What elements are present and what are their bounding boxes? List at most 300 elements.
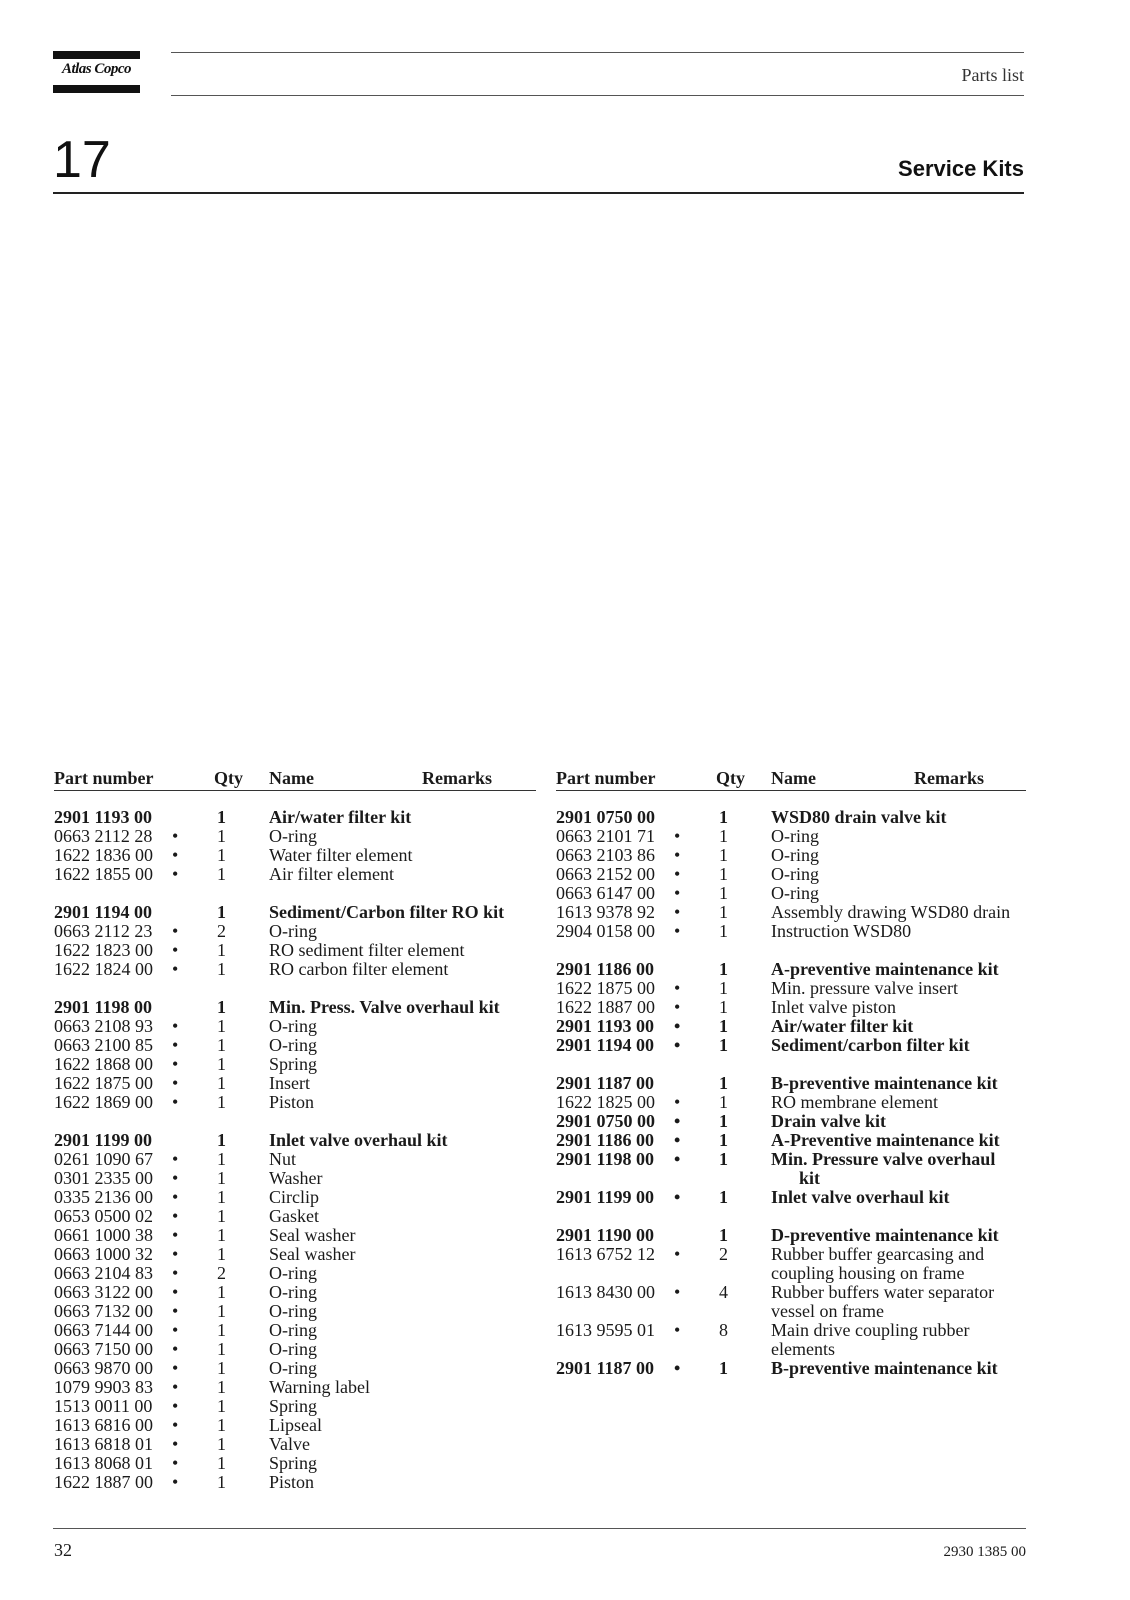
table-row [556, 865, 1038, 884]
name-cell: O-ring [771, 883, 819, 903]
part-number-cell: 1513 0011 00 [54, 1396, 153, 1416]
qty-cell: 1 [719, 902, 728, 922]
name-cell: Circlip [269, 1187, 319, 1207]
kit-member-bullet: • [172, 1358, 179, 1378]
name-cell: O-ring [269, 826, 317, 846]
name-cell: Lipseal [269, 1415, 322, 1435]
table-row [54, 1150, 536, 1169]
part-number-cell: 1613 8430 00 [556, 1282, 655, 1302]
table-row [556, 884, 1038, 903]
logo-text: Atlas Copco [61, 61, 132, 77]
table-row [54, 1397, 536, 1416]
name-cell: WSD80 drain valve kit [771, 807, 947, 827]
name-cell: Washer [269, 1168, 323, 1188]
part-number-cell: 0653 0500 02 [54, 1206, 153, 1226]
header-name: Name [269, 768, 314, 788]
name-cell: O-ring [269, 1035, 317, 1055]
table-row [54, 998, 536, 1017]
table-row [54, 808, 536, 827]
name-cell: RO sediment filter element [269, 940, 465, 960]
qty-cell: 1 [217, 1320, 226, 1340]
parts-table-right [556, 768, 1038, 1378]
qty-cell: 1 [217, 1244, 226, 1264]
kit-member-bullet: • [172, 959, 179, 979]
kit-member-bullet: • [172, 864, 179, 884]
section-title: Service Kits [898, 156, 1024, 181]
part-number-cell: 0663 2101 71 [556, 826, 655, 846]
table-row [54, 1226, 536, 1245]
kit-member-bullet: • [172, 1263, 179, 1283]
table-row [54, 1321, 536, 1340]
qty-cell: 1 [719, 1035, 728, 1055]
name-cell: Valve [269, 1434, 310, 1454]
table-row [556, 1150, 1038, 1169]
table-row [54, 1283, 536, 1302]
kit-member-bullet: • [172, 1434, 179, 1454]
kit-member-bullet: • [172, 1225, 179, 1245]
name-cell: elements [771, 1339, 835, 1359]
name-cell: Spring [269, 1396, 318, 1416]
part-number-cell: 0663 1000 32 [54, 1244, 153, 1264]
name-cell: Inlet valve overhaul kit [269, 1130, 448, 1150]
name-cell: Warning label [269, 1377, 371, 1397]
header-name: Name [771, 768, 816, 788]
table-row [556, 903, 1038, 922]
part-number-cell: 2901 1199 00 [54, 1130, 153, 1150]
part-number-cell: 1622 1825 00 [556, 1092, 655, 1112]
table-row [556, 1340, 1038, 1359]
name-cell: O-ring [771, 845, 819, 865]
qty-cell: 1 [719, 845, 728, 865]
qty-cell: 1 [719, 978, 728, 998]
qty-cell: 1 [217, 997, 226, 1017]
name-cell: Min. pressure valve insert [771, 978, 958, 998]
row-spacer [556, 1207, 1038, 1226]
table-row [556, 1226, 1038, 1245]
header-rule-right [556, 790, 1026, 791]
table-row [556, 827, 1038, 846]
qty-cell: 1 [217, 845, 226, 865]
name-cell: Nut [269, 1149, 296, 1169]
table-row [54, 1340, 536, 1359]
document-number: 2930 1385 00 [943, 1544, 1026, 1560]
table-row [556, 922, 1038, 941]
qty-cell: 1 [719, 1092, 728, 1112]
name-cell: O-ring [269, 1263, 317, 1283]
table-row [54, 903, 536, 922]
kit-member-bullet: • [674, 997, 681, 1017]
table-row [54, 827, 536, 846]
page-number: 32 [54, 1540, 72, 1560]
name-cell: RO membrane element [771, 1092, 938, 1112]
qty-cell: 1 [719, 1225, 728, 1245]
name-cell: vessel on frame [771, 1301, 884, 1321]
name-cell: O-ring [269, 1301, 317, 1321]
part-number-cell: 0301 2335 00 [54, 1168, 153, 1188]
kit-member-bullet: • [674, 1244, 681, 1264]
kit-member-bullet: • [674, 845, 681, 865]
kit-member-bullet: • [674, 1149, 681, 1169]
table-row [54, 1378, 536, 1397]
table-row [54, 1093, 536, 1112]
table-row [556, 1074, 1038, 1093]
table-row [54, 1131, 536, 1150]
part-number-cell: 2901 0750 00 [556, 1111, 655, 1131]
kit-member-bullet: • [674, 978, 681, 998]
table-row [54, 1055, 536, 1074]
part-number-cell: 2901 1187 00 [556, 1358, 655, 1378]
qty-cell: 1 [217, 1187, 226, 1207]
name-cell: Inlet valve piston [771, 997, 896, 1017]
table-row [54, 1454, 536, 1473]
row-spacer [556, 941, 1038, 960]
qty-cell: 1 [719, 1358, 728, 1378]
kit-member-bullet: • [674, 1187, 681, 1207]
header-rule-bottom [171, 95, 1024, 96]
name-cell: Air filter element [269, 864, 394, 884]
qty-cell: 1 [217, 1168, 226, 1188]
table-row [54, 846, 536, 865]
part-number-cell: 1622 1836 00 [54, 845, 153, 865]
name-cell: Air/water filter kit [269, 807, 412, 827]
name-cell: Sediment/carbon filter kit [771, 1035, 970, 1055]
name-cell: O-ring [269, 1016, 317, 1036]
kit-member-bullet: • [172, 1092, 179, 1112]
header-remarks: Remarks [914, 768, 984, 788]
footer-rule [53, 1528, 1026, 1529]
part-number-cell: 2901 1193 00 [556, 1016, 655, 1036]
part-number-cell: 0663 7144 00 [54, 1320, 153, 1340]
qty-cell: 1 [719, 1073, 728, 1093]
name-cell: O-ring [269, 1320, 317, 1340]
qty-cell: 1 [217, 1377, 226, 1397]
qty-cell: 8 [719, 1320, 728, 1340]
logo-bar-top [53, 51, 140, 59]
part-number-cell: 1622 1887 00 [556, 997, 655, 1017]
table-row [556, 846, 1038, 865]
part-number-cell: 1622 1855 00 [54, 864, 153, 884]
part-number-cell: 1079 9903 83 [54, 1377, 153, 1397]
part-number-cell: 1613 9378 92 [556, 902, 655, 922]
name-cell: Min. Press. Valve overhaul kit [269, 997, 500, 1017]
table-row [54, 1264, 536, 1283]
qty-cell: 1 [719, 959, 728, 979]
kit-member-bullet: • [172, 826, 179, 846]
kit-member-bullet: • [172, 1396, 179, 1416]
kit-member-bullet: • [172, 1282, 179, 1302]
row-spacer [54, 884, 536, 903]
name-cell: coupling housing on frame [771, 1263, 965, 1283]
kit-member-bullet: • [172, 1339, 179, 1359]
table-row [556, 1188, 1038, 1207]
name-cell: Piston [269, 1472, 315, 1492]
kit-member-bullet: • [674, 1282, 681, 1302]
table-row [54, 1359, 536, 1378]
kit-member-bullet: • [172, 921, 179, 941]
row-spacer [54, 979, 536, 998]
header-rule-top [171, 52, 1024, 53]
part-number-cell: 0663 2103 86 [556, 845, 655, 865]
name-cell: O-ring [269, 1282, 317, 1302]
kit-member-bullet: • [172, 1187, 179, 1207]
table-row [556, 1036, 1038, 1055]
part-number-cell: 1613 6818 01 [54, 1434, 153, 1454]
qty-cell: 2 [217, 1263, 226, 1283]
part-number-cell: 0663 3122 00 [54, 1282, 153, 1302]
table-row [556, 998, 1038, 1017]
name-cell: Min. Pressure valve overhaul [771, 1149, 996, 1169]
name-cell: O-ring [269, 921, 317, 941]
table-row [54, 1017, 536, 1036]
part-number-cell: 1613 6816 00 [54, 1415, 153, 1435]
kit-member-bullet: • [172, 1168, 179, 1188]
table-row [54, 1416, 536, 1435]
name-cell: Inlet valve overhaul kit [771, 1187, 950, 1207]
qty-cell: 1 [217, 1434, 226, 1454]
kit-member-bullet: • [172, 940, 179, 960]
part-number-cell: 0663 6147 00 [556, 883, 655, 903]
kit-member-bullet: • [172, 1149, 179, 1169]
qty-cell: 1 [217, 1073, 226, 1093]
part-number-cell: 2901 1198 00 [556, 1149, 655, 1169]
name-cell: Instruction WSD80 [771, 921, 912, 941]
part-number-cell: 0663 2112 23 [54, 921, 153, 941]
kit-member-bullet: • [172, 1377, 179, 1397]
table-row [556, 1169, 1038, 1188]
table-row [556, 1245, 1038, 1264]
table-row [54, 1473, 536, 1492]
part-number-cell: 0261 1090 67 [54, 1149, 153, 1169]
name-cell: B-preventive maintenance kit [771, 1073, 998, 1093]
part-number-cell: 0663 2112 28 [54, 826, 153, 846]
qty-cell: 1 [719, 1187, 728, 1207]
table-row [54, 1207, 536, 1226]
table-row [54, 1302, 536, 1321]
part-number-cell: 2901 1194 00 [556, 1035, 655, 1055]
table-row [54, 1036, 536, 1055]
kit-member-bullet: • [674, 826, 681, 846]
qty-cell: 1 [217, 807, 226, 827]
header-remarks: Remarks [422, 768, 492, 788]
qty-cell: 1 [719, 921, 728, 941]
kit-member-bullet: • [172, 1073, 179, 1093]
kit-member-bullet: • [674, 864, 681, 884]
qty-cell: 2 [719, 1244, 728, 1264]
part-number-cell: 1622 1868 00 [54, 1054, 153, 1074]
kit-member-bullet: • [172, 1453, 179, 1473]
table-row [556, 1093, 1038, 1112]
qty-cell: 1 [719, 997, 728, 1017]
part-number-cell: 1622 1875 00 [556, 978, 655, 998]
name-cell: Gasket [269, 1206, 319, 1226]
kit-member-bullet: • [172, 845, 179, 865]
qty-cell: 1 [719, 883, 728, 903]
name-cell: Rubber buffers water separator [771, 1282, 995, 1302]
qty-cell: 1 [217, 1149, 226, 1169]
table-header-left [54, 768, 536, 790]
table-row [556, 1283, 1038, 1302]
qty-cell: 1 [217, 1301, 226, 1321]
rows-left [54, 808, 536, 1492]
header-rule-left [54, 790, 536, 791]
name-cell: A-preventive maintenance kit [771, 959, 999, 979]
kit-member-bullet: • [674, 1035, 681, 1055]
kit-member-bullet: • [172, 1035, 179, 1055]
name-cell: Sediment/Carbon filter RO kit [269, 902, 505, 922]
part-number-cell: 1622 1824 00 [54, 959, 153, 979]
qty-cell: 1 [217, 1035, 226, 1055]
table-row [556, 1112, 1038, 1131]
qty-cell: 1 [719, 1111, 728, 1131]
qty-cell: 1 [719, 826, 728, 846]
part-number-cell: 0663 7150 00 [54, 1339, 153, 1359]
table-row [556, 1321, 1038, 1340]
kit-member-bullet: • [674, 1111, 681, 1131]
header-part-number: Part number [54, 768, 154, 788]
name-cell: Main drive coupling rubber [771, 1320, 970, 1340]
title-rule [53, 192, 1024, 194]
name-cell: Air/water filter kit [771, 1016, 914, 1036]
chapter-number: 17 [53, 131, 111, 189]
part-number-cell: 1622 1875 00 [54, 1073, 153, 1093]
row-spacer [556, 1055, 1038, 1074]
kit-member-bullet: • [172, 1206, 179, 1226]
table-row [54, 865, 536, 884]
qty-cell: 1 [217, 959, 226, 979]
table-row [556, 1359, 1038, 1378]
kit-member-bullet: • [674, 1130, 681, 1150]
atlas-copco-logo [53, 51, 140, 95]
qty-cell: 1 [217, 940, 226, 960]
qty-cell: 1 [217, 1225, 226, 1245]
part-number-cell: 0663 2100 85 [54, 1035, 153, 1055]
name-cell: Seal washer [269, 1225, 356, 1245]
part-number-cell: 2901 0750 00 [556, 807, 655, 827]
kit-member-bullet: • [674, 883, 681, 903]
table-row [556, 1131, 1038, 1150]
header-part-number: Part number [556, 768, 656, 788]
part-number-cell: 2901 1194 00 [54, 902, 153, 922]
table-row [556, 1302, 1038, 1321]
qty-cell: 2 [217, 921, 226, 941]
qty-cell: 1 [217, 864, 226, 884]
kit-member-bullet: • [172, 1016, 179, 1036]
table-row [556, 1264, 1038, 1283]
qty-cell: 1 [217, 1396, 226, 1416]
part-number-cell: 2901 1190 00 [556, 1225, 655, 1245]
table-row [54, 941, 536, 960]
name-cell: RO carbon filter element [269, 959, 449, 979]
name-continuation-cell: kit [799, 1168, 821, 1188]
kit-member-bullet: • [172, 1054, 179, 1074]
qty-cell: 1 [217, 826, 226, 846]
table-row [556, 979, 1038, 998]
qty-cell: 1 [217, 1130, 226, 1150]
table-row [556, 808, 1038, 827]
part-number-cell: 1622 1869 00 [54, 1092, 153, 1112]
rows-right [556, 808, 1038, 1378]
header-qty: Qty [716, 768, 745, 788]
doc-type-label: Parts list [961, 65, 1024, 85]
qty-cell: 1 [719, 1149, 728, 1169]
kit-member-bullet: • [674, 1092, 681, 1112]
name-cell: O-ring [269, 1339, 317, 1359]
part-number-cell: 0663 2152 00 [556, 864, 655, 884]
kit-member-bullet: • [172, 1320, 179, 1340]
part-number-cell: 2901 1187 00 [556, 1073, 655, 1093]
kit-member-bullet: • [674, 1320, 681, 1340]
table-row [556, 960, 1038, 979]
qty-cell: 1 [719, 1130, 728, 1150]
header-qty: Qty [214, 768, 243, 788]
logo-bar-bottom [53, 85, 140, 93]
qty-cell: 1 [217, 1092, 226, 1112]
qty-cell: 1 [217, 1054, 226, 1074]
part-number-cell: 1613 6752 12 [556, 1244, 655, 1264]
part-number-cell: 0663 2108 93 [54, 1016, 153, 1036]
name-cell: Assembly drawing WSD80 drain [771, 902, 1011, 922]
qty-cell: 1 [217, 1358, 226, 1378]
name-cell: O-ring [771, 864, 819, 884]
part-number-cell: 1613 9595 01 [556, 1320, 655, 1340]
name-cell: D-preventive maintenance kit [771, 1225, 999, 1245]
qty-cell: 1 [217, 1415, 226, 1435]
part-number-cell: 2901 1199 00 [556, 1187, 655, 1207]
qty-cell: 1 [217, 1206, 226, 1226]
name-cell: Water filter element [269, 845, 413, 865]
table-row [54, 1188, 536, 1207]
kit-member-bullet: • [172, 1472, 179, 1492]
kit-member-bullet: • [172, 1415, 179, 1435]
part-number-cell: 2901 1193 00 [54, 807, 153, 827]
qty-cell: 1 [217, 1472, 226, 1492]
table-row [54, 960, 536, 979]
name-cell: Piston [269, 1092, 315, 1112]
part-number-cell: 0663 7132 00 [54, 1301, 153, 1321]
part-number-cell: 2901 1198 00 [54, 997, 153, 1017]
parts-table-left [54, 768, 536, 1492]
qty-cell: 1 [217, 1453, 226, 1473]
name-cell: Insert [269, 1073, 310, 1093]
table-row [54, 1245, 536, 1264]
table-header-right [556, 768, 1038, 790]
table-row [54, 1435, 536, 1454]
qty-cell: 1 [217, 902, 226, 922]
kit-member-bullet: • [674, 902, 681, 922]
part-number-cell: 0335 2136 00 [54, 1187, 153, 1207]
name-cell: Seal washer [269, 1244, 356, 1264]
part-number-cell: 0663 9870 00 [54, 1358, 153, 1378]
name-cell: A-Preventive maintenance kit [771, 1130, 1000, 1150]
qty-cell: 1 [719, 1016, 728, 1036]
table-row [54, 1074, 536, 1093]
part-number-cell: 1613 8068 01 [54, 1453, 153, 1473]
kit-member-bullet: • [674, 1016, 681, 1036]
qty-cell: 4 [719, 1282, 728, 1302]
kit-member-bullet: • [172, 1244, 179, 1264]
name-cell: Spring [269, 1054, 318, 1074]
name-cell: O-ring [269, 1358, 317, 1378]
part-number-cell: 1622 1823 00 [54, 940, 153, 960]
qty-cell: 1 [719, 864, 728, 884]
table-row [54, 1169, 536, 1188]
name-cell: O-ring [771, 826, 819, 846]
part-number-cell: 2904 0158 00 [556, 921, 655, 941]
qty-cell: 1 [217, 1016, 226, 1036]
part-number-cell: 0661 1000 38 [54, 1225, 153, 1245]
qty-cell: 1 [217, 1282, 226, 1302]
part-number-cell: 0663 2104 83 [54, 1263, 153, 1283]
